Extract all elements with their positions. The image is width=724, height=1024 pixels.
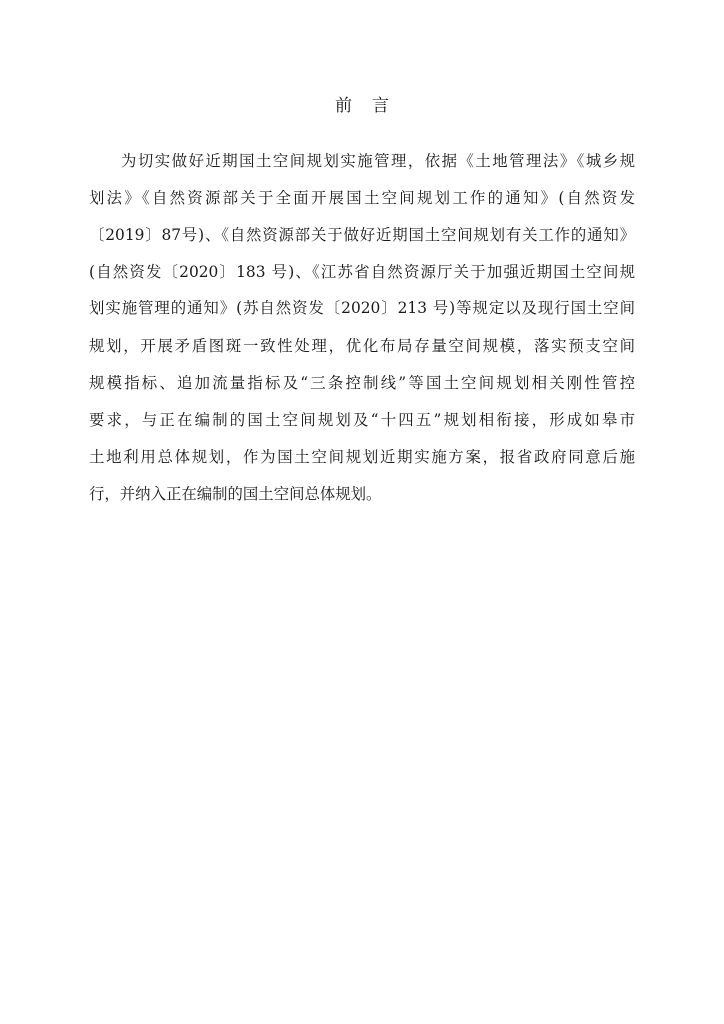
paragraph-line: 规模指标、追加流量指标及“三条控制线”等国土空间规划相关刚性管控 [89, 374, 635, 392]
paragraph-line: 行，并纳入正在编制的国土空间总体规划。 [89, 485, 382, 503]
paragraph-line: 划法》《自然资源部关于全面开展国土空间规划工作的通知》(自然资发 [89, 189, 635, 207]
paragraph-line: 要求，与正在编制的国土空间规划及“十四五”规划相衔接，形成如皋市 [89, 411, 635, 429]
paragraph-line: 为切实做好近期国土空间规划实施管理，依据《土地管理法》《城乡规 [121, 152, 635, 170]
paragraph-line: 〔2019〕87号)、《自然资源部关于做好近期国土空间规划有关工作的通知》 [89, 226, 635, 244]
paragraph-line: 规划，开展矛盾图斑一致性处理，优化布局存量空间规模，落实预支空间 [89, 337, 635, 355]
paragraph-line: (自然资发〔2020〕183 号)、《江苏省自然资源厅关于加强近期国土空间规 [89, 263, 635, 281]
paragraph-line: 划实施管理的通知》(苏自然资发〔2020〕213 号)等规定以及现行国土空间 [89, 299, 635, 317]
paragraph-line: 土地利用总体规划，作为国土空间规划近期实施方案，报省政府同意后施 [89, 448, 635, 466]
page-title: 前言 [335, 96, 409, 116]
